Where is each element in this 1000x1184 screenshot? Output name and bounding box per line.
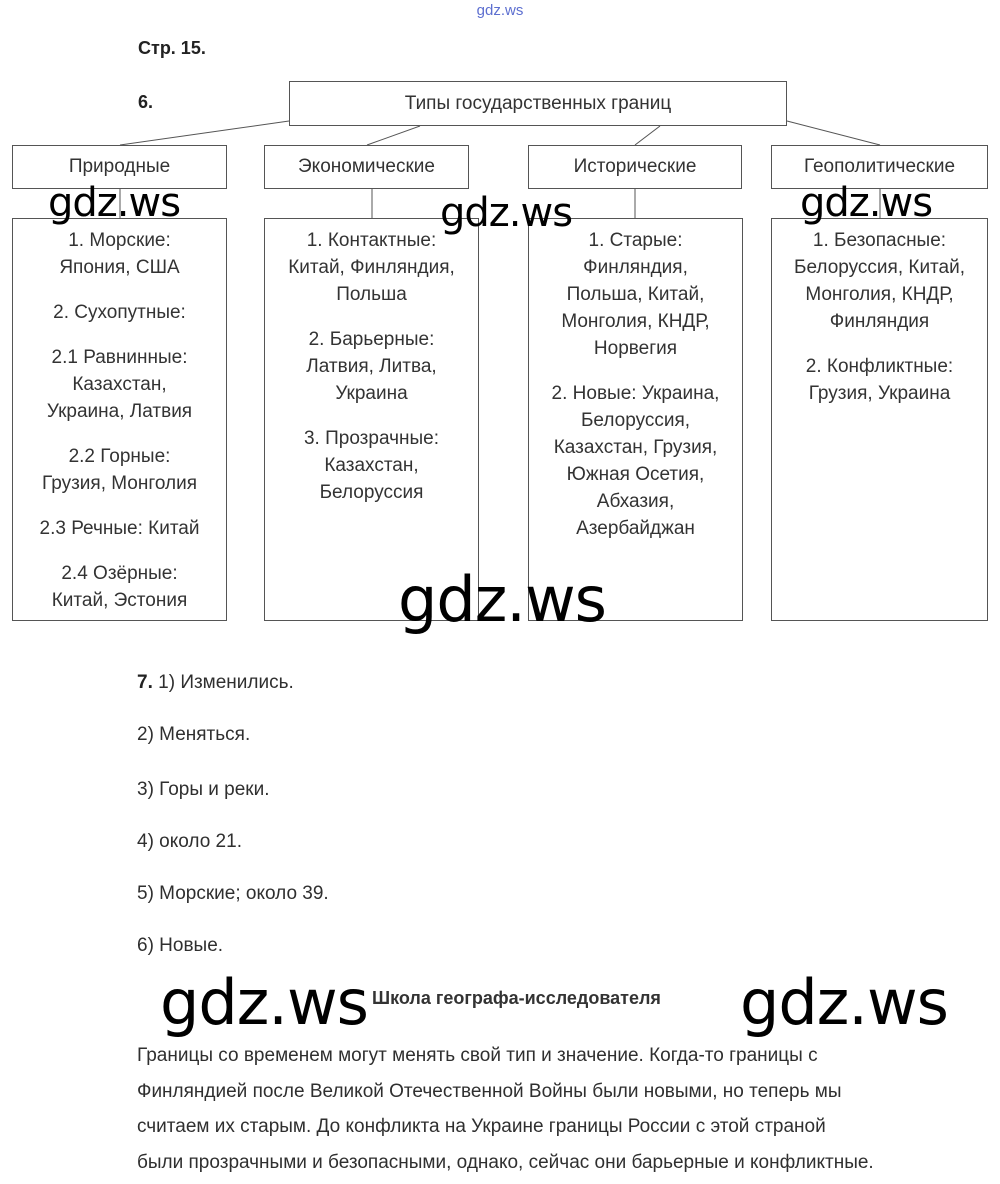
list-historical xyxy=(528,218,743,621)
list-item: 2.1 Равнинные: Казахстан, Украина, Латвия xyxy=(46,347,193,422)
watermark-2: gdz.ws xyxy=(440,190,573,236)
watermark-1: gdz.ws xyxy=(48,180,181,226)
school-line-3: считаем их старым. До конфликта на Украине границы России с этой страной xyxy=(137,1116,826,1137)
header-natural-label: Природные xyxy=(68,156,171,177)
school-line-1: Границы со временем могут менять свой тип и значение. Когда-то границы с xyxy=(137,1045,818,1066)
school-paragraph xyxy=(137,1038,967,1180)
task7-answer-3: 3) Горы и реки. xyxy=(137,779,270,800)
watermark-6: gdz.ws xyxy=(740,966,948,1039)
school-line-2: Финляндией после Великой Отечественной Войны были новыми, но теперь мы xyxy=(137,1080,842,1102)
watermark-4: gdz.ws xyxy=(398,563,606,636)
list-geopolitical xyxy=(771,218,988,621)
task7-answer-1-text: 1) Изменились. xyxy=(158,672,294,693)
task7-answer-2: 2) Меняться. xyxy=(137,724,251,745)
top-watermark: gdz.ws xyxy=(476,2,524,19)
list-economic xyxy=(264,218,479,621)
list-item: 1. Старые: Финляндия, Польша, Китай, Монголия, КНДР, Норвегия xyxy=(561,230,710,359)
header-economic-label: Экономические xyxy=(298,156,435,177)
list-natural xyxy=(12,218,227,621)
task7-answer-6: 6) Новые. xyxy=(137,935,224,956)
list-item: 3. Прозрачные: Казахстан, Белоруссия xyxy=(303,428,440,503)
watermark-5: gdz.ws xyxy=(160,966,368,1039)
task7-number: 7. xyxy=(137,672,153,693)
watermark-3: gdz.ws xyxy=(800,180,933,226)
header-historical xyxy=(528,145,742,189)
list-item: 2.2 Горные: Грузия, Монголия xyxy=(42,446,197,494)
task7-answer-1 xyxy=(137,672,294,694)
header-historical-label: Исторические xyxy=(573,156,697,177)
list-item: 2.4 Озёрные: Китай, Эстония xyxy=(51,563,188,611)
task6-number: 6. xyxy=(138,92,154,112)
list-item: 1. Морские: Япония, США xyxy=(59,230,180,278)
list-item: 2.3 Речные: Китай xyxy=(39,518,200,539)
diagram-title: Типы государственных границ xyxy=(404,92,672,114)
list-item: 1. Безопасные: Белоруссия, Китай, Монголия, КНДР, Финляндия xyxy=(794,230,965,332)
list-item: 1. Контактные: Китай, Финляндия, Польша xyxy=(288,230,455,305)
task7-answer-4: 4) около 21. xyxy=(137,831,242,852)
list-item: 2. Барьерные: Латвия, Литва, Украина xyxy=(306,329,437,404)
list-item: 2. Новые: Украина, Белоруссия, Казахстан, Грузия, Южная Осетия, Абхазия, Азербайджан xyxy=(551,383,720,539)
header-geopolitical-label: Геополитические xyxy=(803,156,956,177)
header-economic xyxy=(264,145,469,189)
page-label: Стр. 15. xyxy=(138,38,206,58)
list-item: 2. Сухопутные: xyxy=(53,302,186,323)
school-title: Школа географа-исследователя xyxy=(372,988,661,1008)
task7-answer-5: 5) Морские; около 39. xyxy=(137,883,329,904)
diagram-title-box xyxy=(289,81,787,126)
list-item: 2. Конфликтные: Грузия, Украина xyxy=(805,356,954,404)
school-line-4: были прозрачными и безопасными, однако, сейчас они барьерные и конфликтные. xyxy=(137,1151,874,1173)
